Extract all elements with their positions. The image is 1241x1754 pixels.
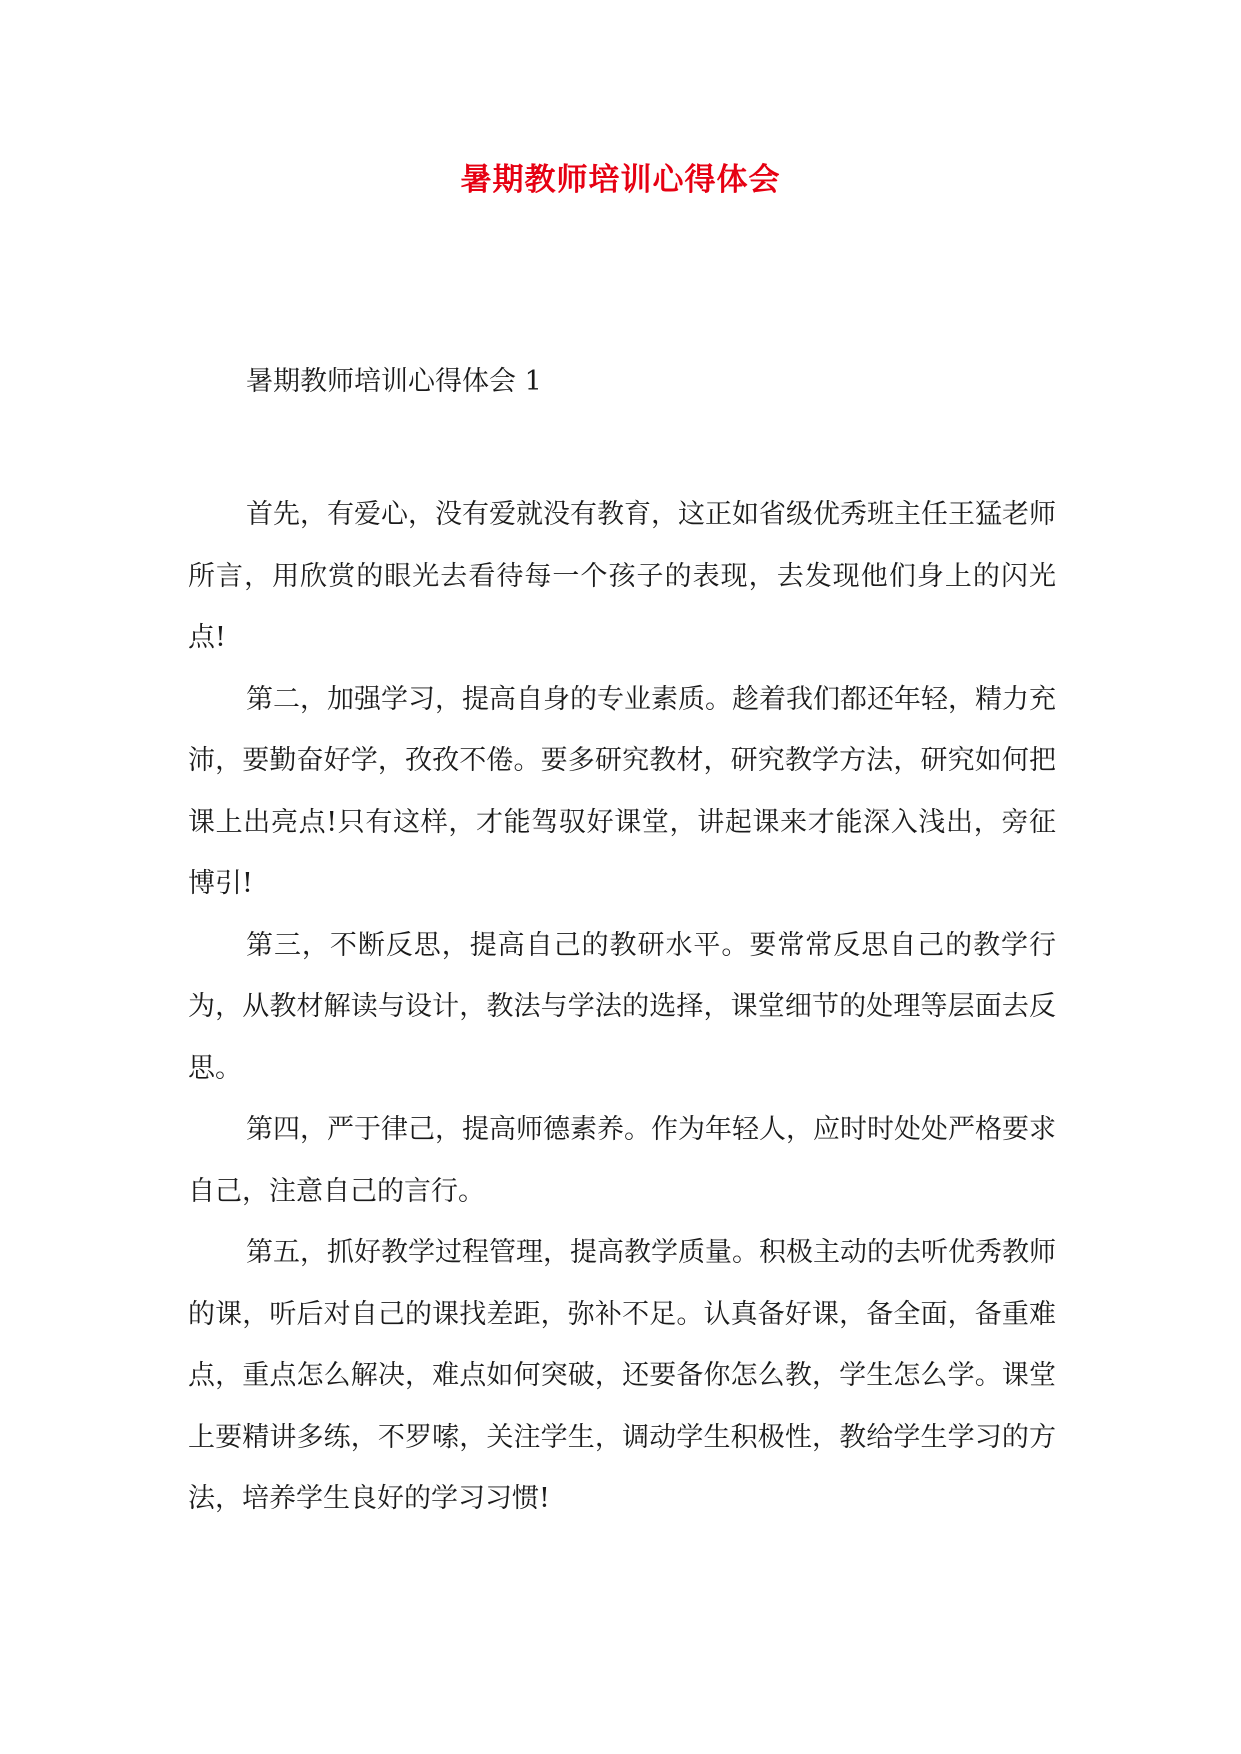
document-body: [188, 484, 1056, 1530]
paragraph-1: 首先，有爱心，没有爱就没有教育，这正如省级优秀班主任王猛老师所言，用欣赏的眼光去看待每一个孩子的表现，去发现他们身上的闪光点!: [188, 499, 1056, 653]
paragraph-3: 第三，不断反思，提高自己的教研水平。要常常反思自己的教学行为，从教材解读与设计，教法与学法的选择，课堂细节的处理等层面去反思。: [188, 929, 1056, 1084]
section-heading: 暑期教师培训心得体会 1: [246, 366, 542, 397]
document-title: 暑期教师培训心得体会: [460, 162, 781, 198]
paragraph-5: 第五，抓好教学过程管理，提高教学质量。积极主动的去听优秀教师的课，听后对自己的课找差距，弥补不足。认真备好课，备全面，备重难点，重点怎么解决，难点如何突破，还要备你怎么教，学生怎么学。课堂上要精讲多练，不罗嗦，关注学生，调动学生积极性，教给学生学习的方法，培养学生良好的学习习惯!: [188, 1237, 1056, 1514]
paragraph-2: 第二，加强学习，提高自身的专业素质。趁着我们都还年轻，精力充沛，要勤奋好学，孜孜不倦。要多研究教材，研究教学方法，研究如何把课上出亮点!只有这样，才能驾驭好课堂，讲起课来才能深入浅出，旁征博引!: [188, 683, 1056, 899]
paragraph-4: 第四，严于律己，提高师德素养。作为年轻人，应时时处处严格要求自己，注意自己的言行。: [188, 1114, 1056, 1207]
